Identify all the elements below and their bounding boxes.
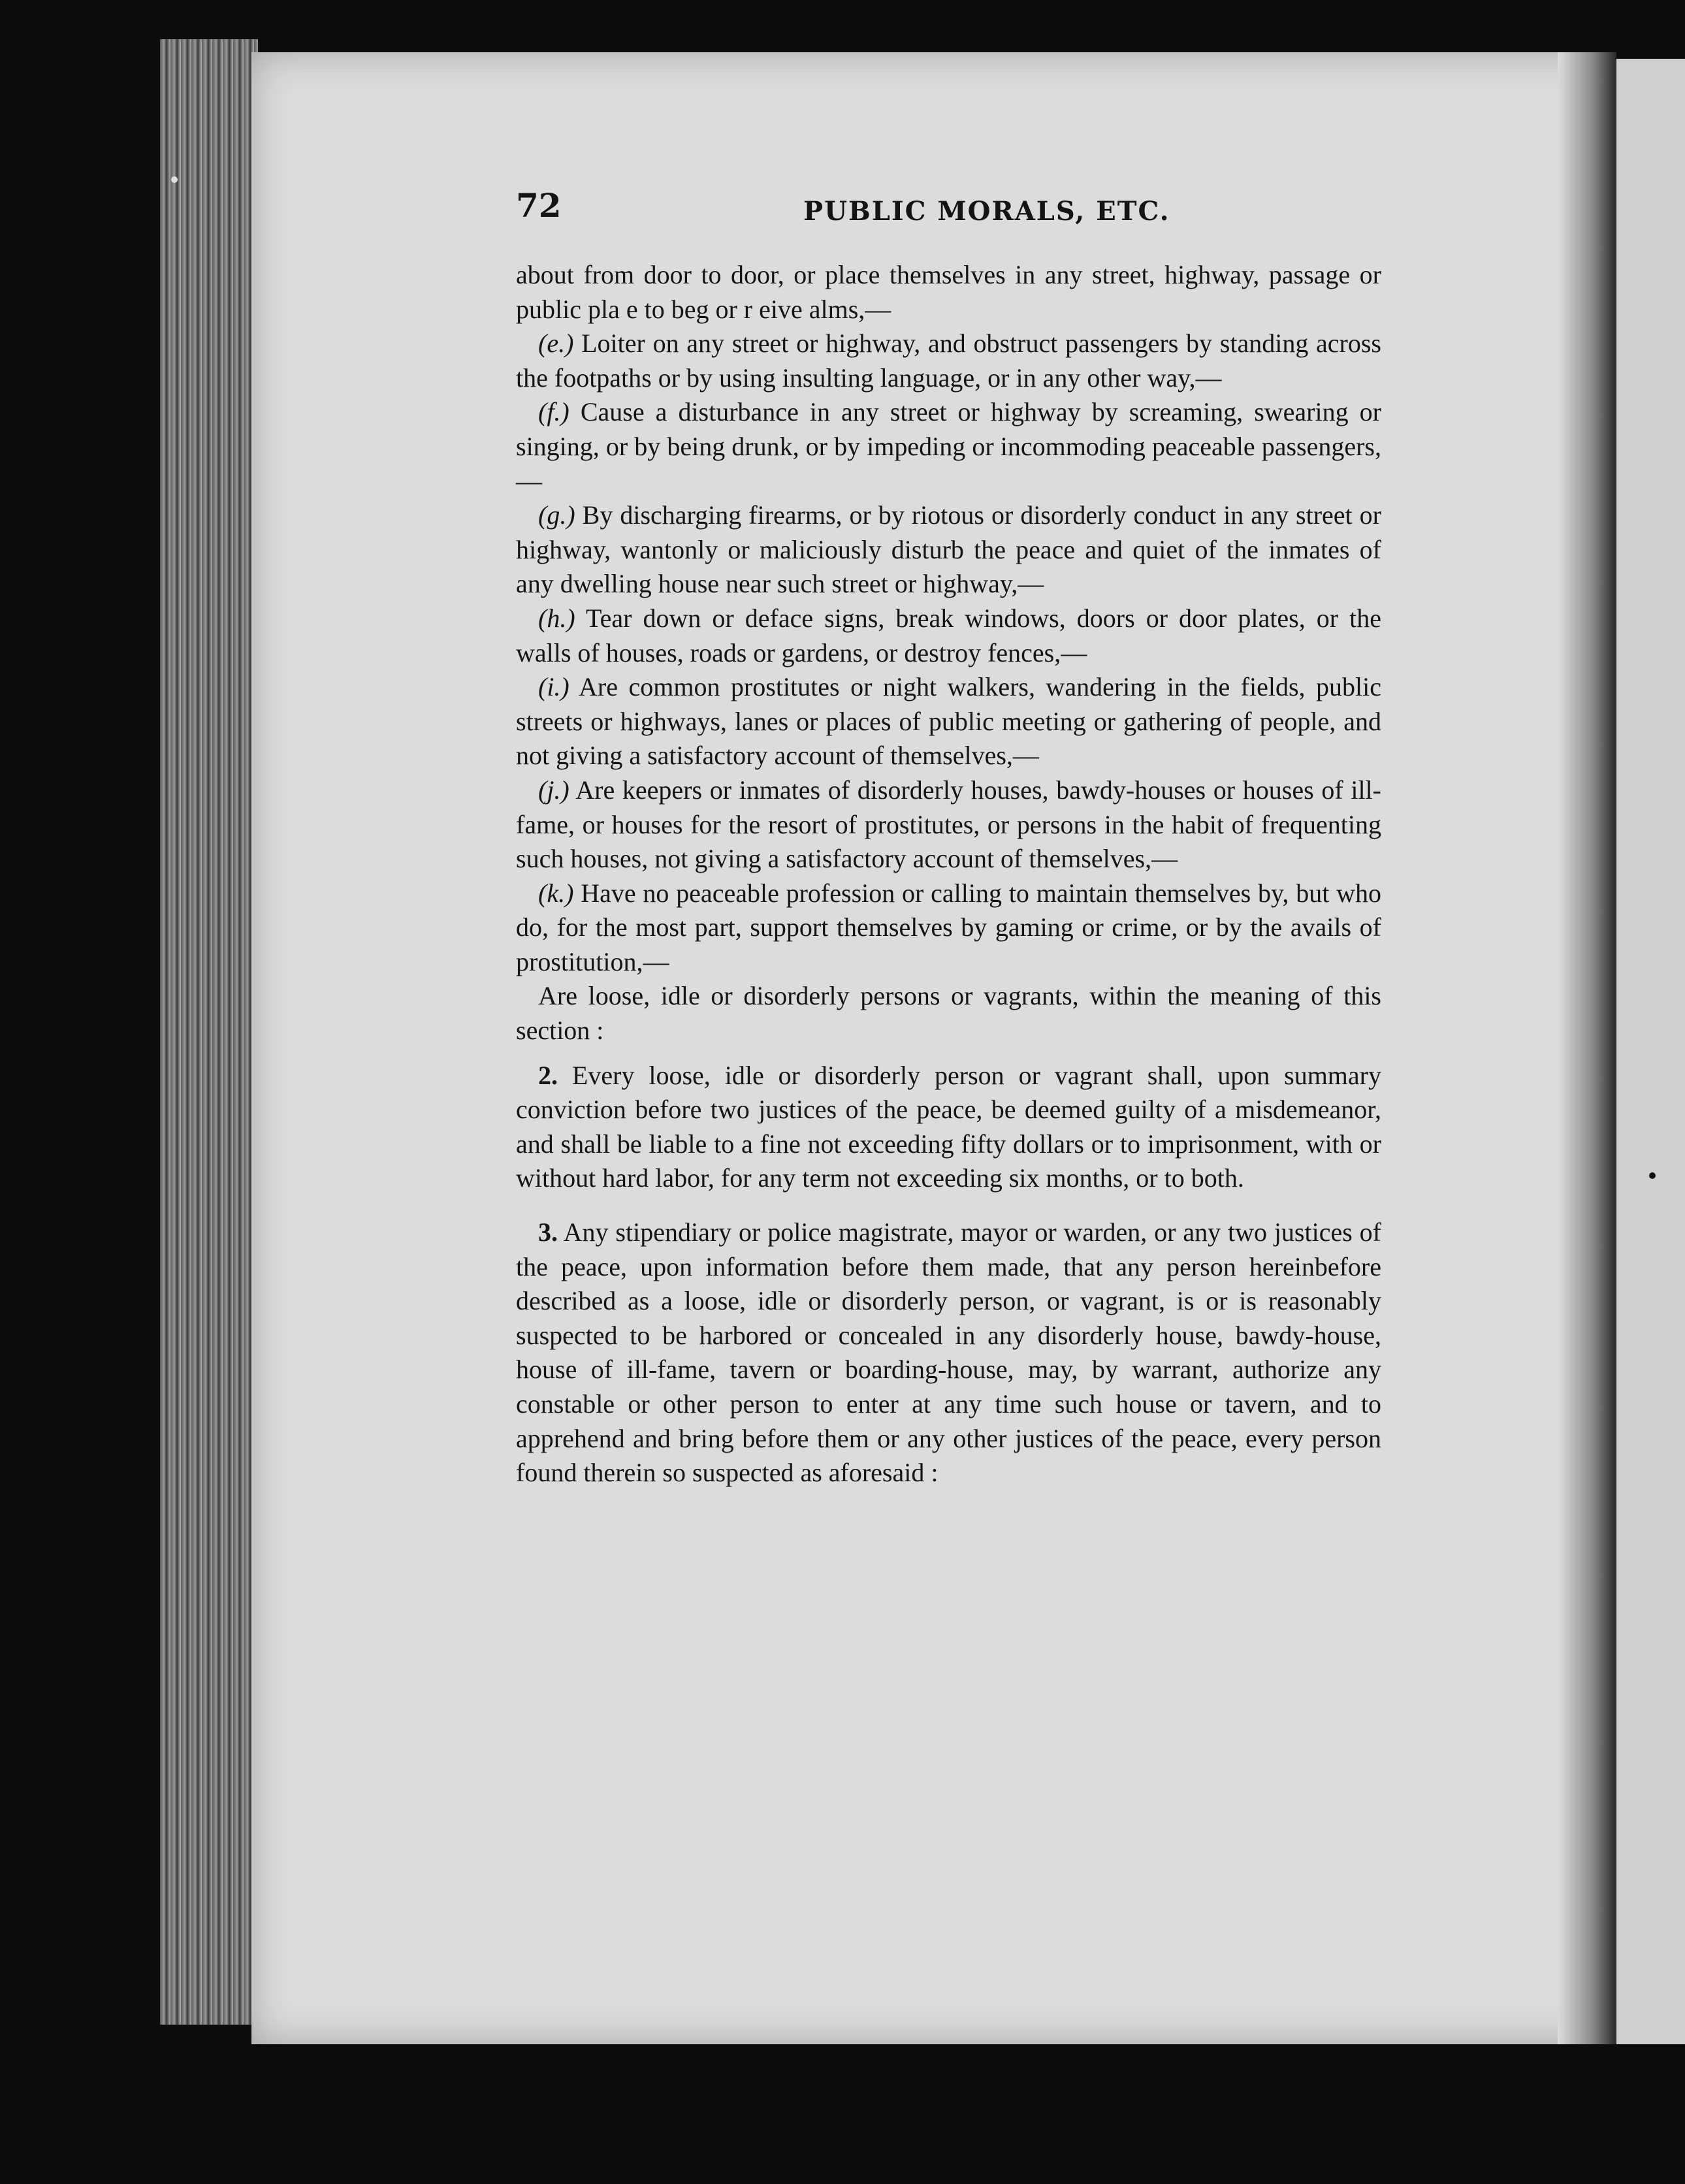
clause-marker: (h.) <box>538 603 575 633</box>
facing-page <box>1610 59 1685 2044</box>
paragraph-text: about from door to door, or place themselves in any street, highway, passage or public pla e to beg or r eive alms,— <box>516 260 1381 324</box>
page-edges <box>160 39 258 2025</box>
clause-text: Are keepers or inmates of disorderly houses, bawdy-houses or houses of ill-fame, or houses for the resort of prostitutes, or persons in the habit of frequenting such houses, not giving a satisfactory account of themselves,— <box>516 775 1381 874</box>
clause-j <box>516 773 1381 876</box>
paragraph-text: Are loose, idle or disorderly persons or vagrants, within the meaning of this section : <box>516 981 1381 1046</box>
clause-marker: (f.) <box>538 397 570 427</box>
page-number: 72 <box>516 186 562 225</box>
clause-marker: (g.) <box>538 500 575 530</box>
clause-text: Tear down or deface signs, break windows, doors or door plates, or the walls of houses, roads or gardens, or destroy fences,— <box>516 603 1381 667</box>
section-text: Any stipendiary or police magistrate, mayor or warden, or any two justices of the peace, upon information before them made, that any person hereinbefore described as a loose, idle or disorderly person, or vagrant, is or is reasonably suspected to be harbored or concealed in any disorderly house, bawdy-house, house of ill-fame, tavern or boarding-house, may, by warrant, authorize any constable or other person to enter at any time such house or tavern, and to apprehend and bring before them or any other justices of the peace, every person found therein so suspected as aforesaid : <box>516 1217 1381 1488</box>
section-2 <box>516 1059 1381 1196</box>
section-conclusion <box>516 979 1381 1048</box>
clause-e <box>516 327 1381 395</box>
section-number: 3. <box>538 1217 558 1247</box>
clause-text: Cause a disturbance in any street or highway by screaming, swearing or singing, or by being drunk, or by impeding or incommoding peaceable passengers,— <box>516 397 1381 496</box>
clause-marker: (e.) <box>538 329 574 359</box>
running-head: PUBLIC MORALS, ETC. <box>803 196 1170 227</box>
clause-g <box>516 498 1381 602</box>
clause-marker: (j.) <box>538 775 570 805</box>
clause-text: Loiter on any street or highway, and obstruct passengers by standing across the footpaths or by using insulting language, or in any other way,— <box>516 329 1381 393</box>
paragraph-continuation <box>516 258 1381 327</box>
body-text <box>516 258 1381 1490</box>
clause-text: Have no peaceable profession or calling to maintain themselves by, but who do, for the most part, support themselves by gaming or crime, or by the avails of prostitution,— <box>516 878 1381 976</box>
clause-f <box>516 395 1381 498</box>
clause-h <box>516 602 1381 670</box>
clause-i <box>516 670 1381 773</box>
section-text: Every loose, idle or disorderly person or vagrant shall, upon summary conviction before two justices of the peace, be deemed guilty of a misdemeanor, and shall be liable to a fine not exceeding fifty dollars or to imprisonment, with or without hard labor, for any term not exceeding six months, or to both. <box>516 1060 1381 1193</box>
clause-text: Are common prostitutes or night walkers, wandering in the fields, public streets or highways, lanes or places of public meeting or gathering of people, and not giving a satisfactory account of themselves,— <box>516 672 1381 771</box>
clause-k <box>516 876 1381 980</box>
clause-text: By discharging firearms, or by riotous or disorderly conduct in any street or highway, wantonly or maliciously disturb the peace and quiet of the inmates of any dwelling house near such street or highway,— <box>516 500 1381 599</box>
page-gutter <box>1558 52 1616 2044</box>
clause-marker: (i.) <box>538 672 570 702</box>
section-3 <box>516 1215 1381 1490</box>
section-number: 2. <box>538 1060 558 1090</box>
clause-marker: (k.) <box>538 878 574 908</box>
scan-speck <box>171 176 178 183</box>
scan-speck <box>1649 1172 1656 1179</box>
